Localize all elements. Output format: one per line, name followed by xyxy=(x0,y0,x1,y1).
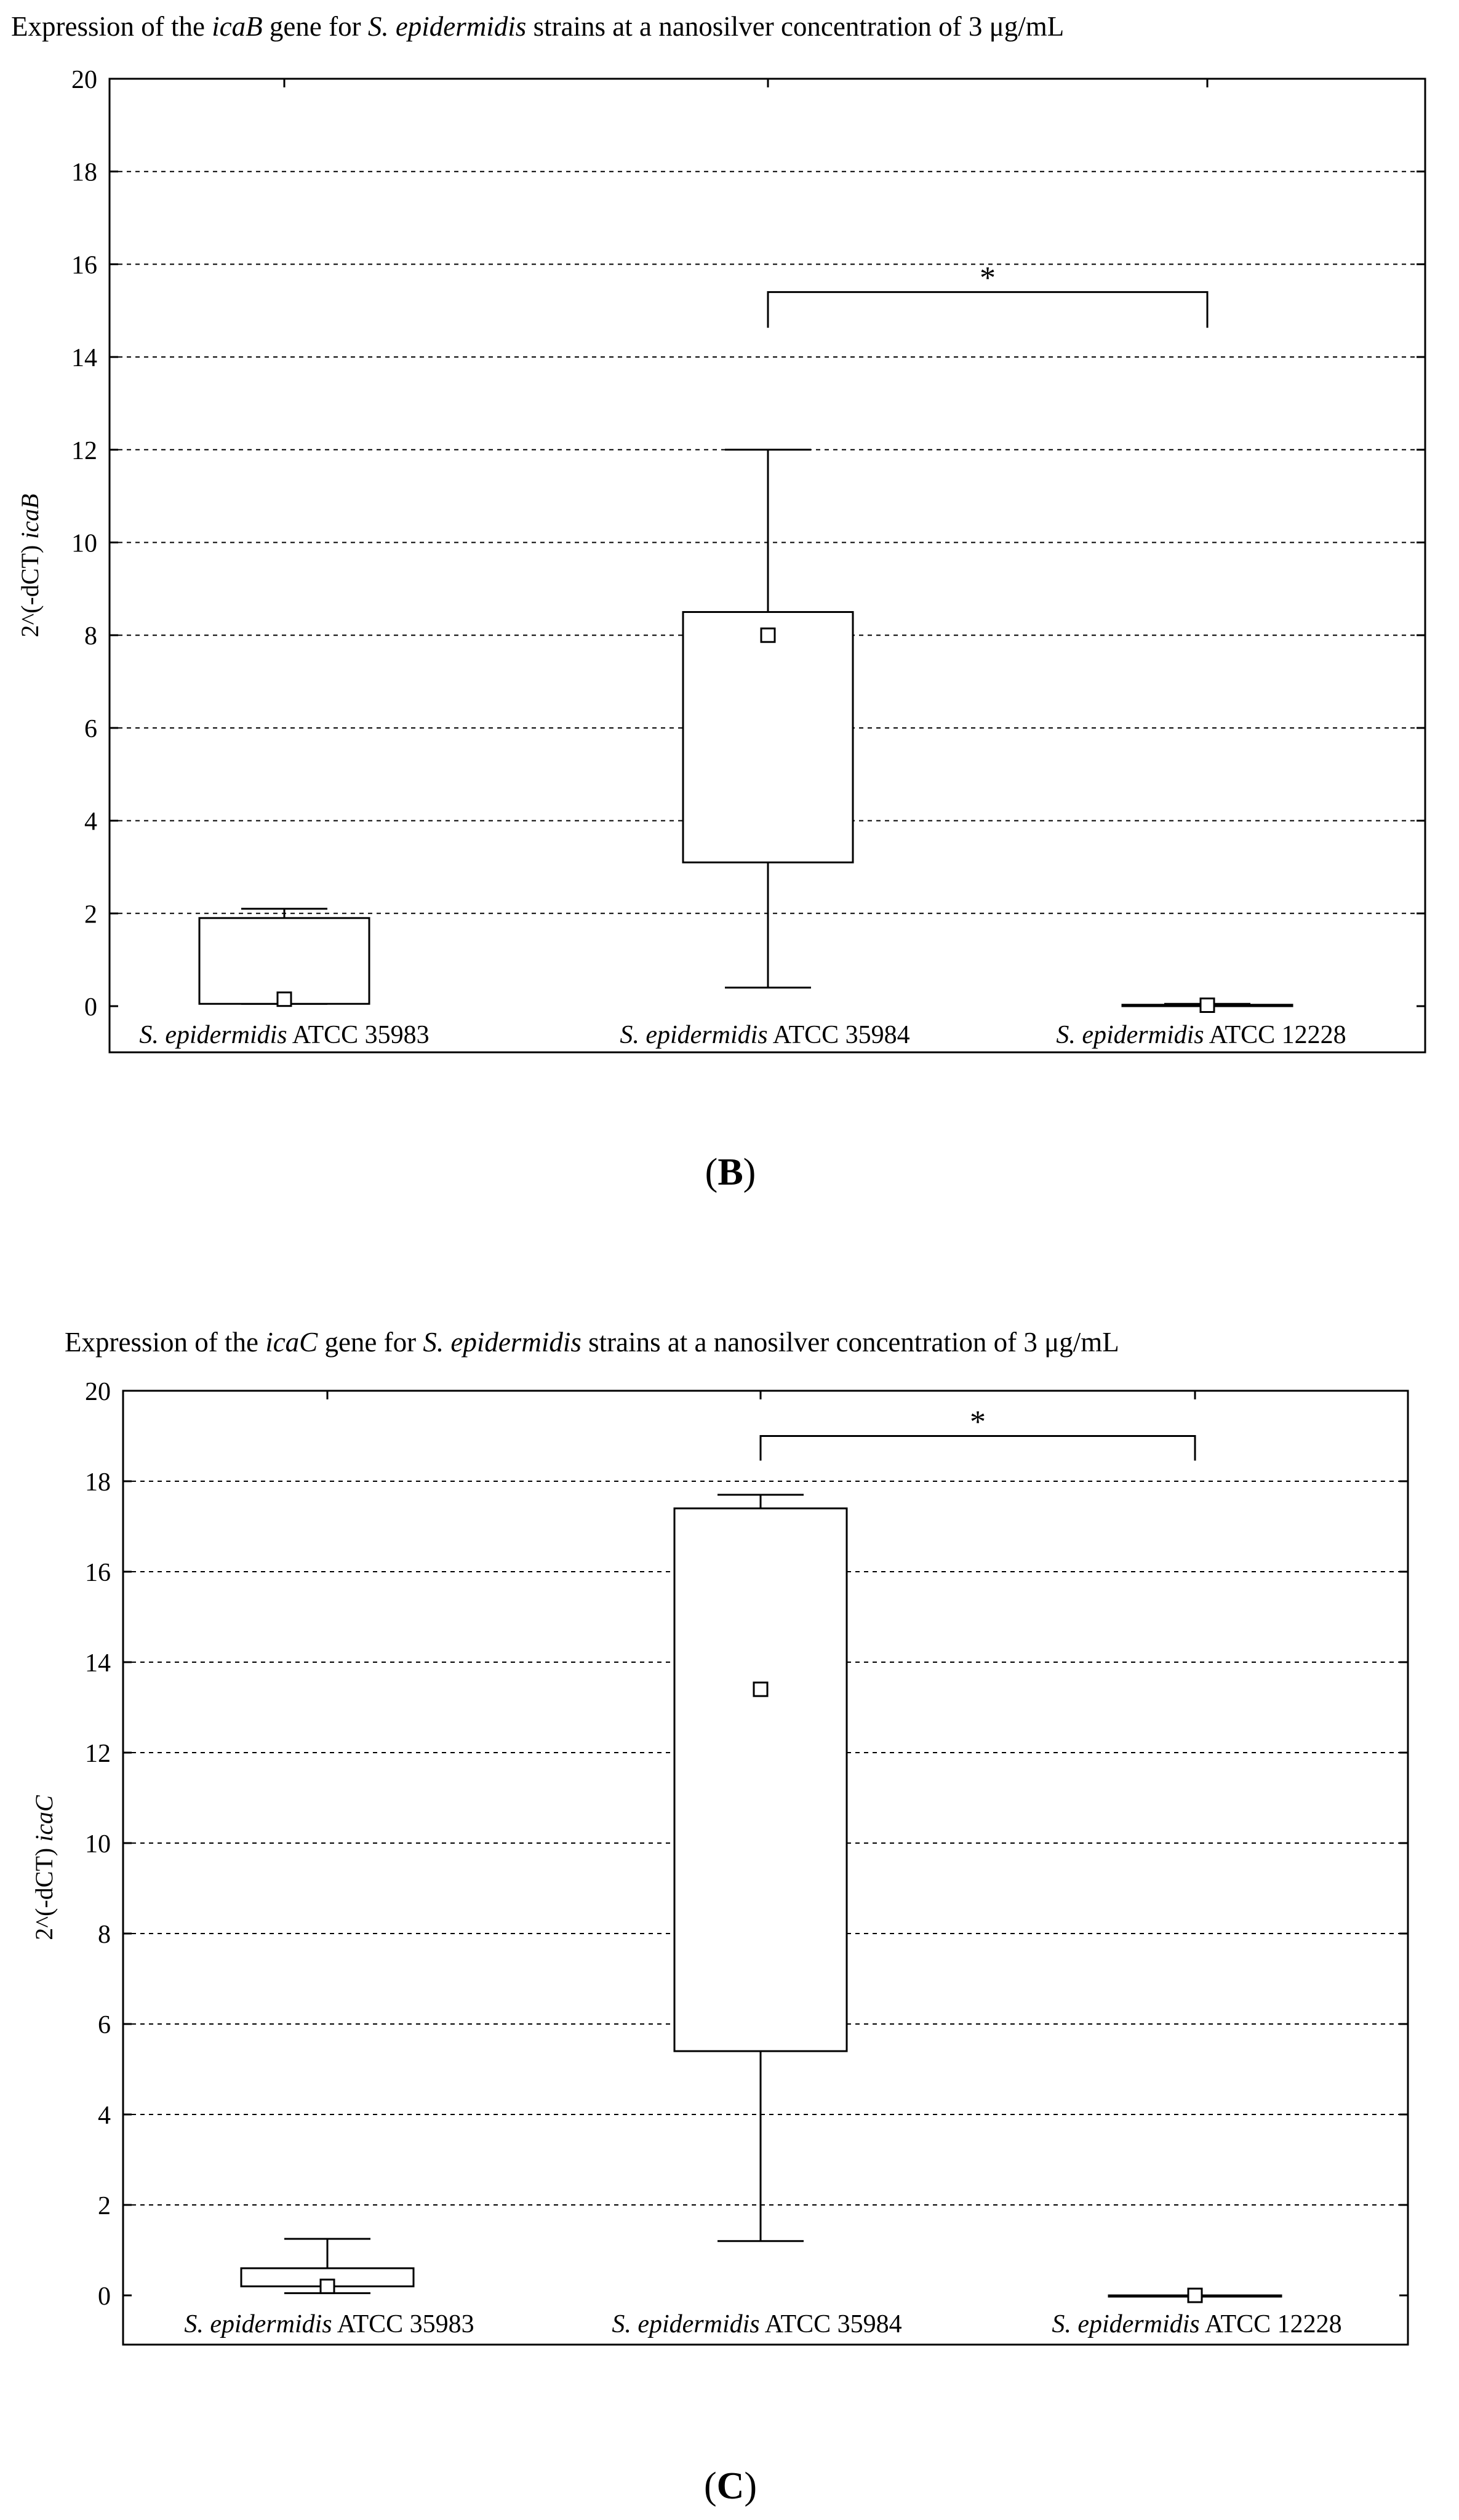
figure-c-ytick-label: 20 xyxy=(85,1378,111,1406)
figure-b-boxes xyxy=(199,450,1292,1012)
figure-c-ylabel: 2^(-dCT) icaC xyxy=(30,1795,58,1940)
figure-b-significance xyxy=(768,261,1207,328)
category-species: S. epidermidis xyxy=(1056,1021,1204,1049)
category-strain: ATCC 35984 xyxy=(759,2310,902,2338)
figure-c-ytick-label: 8 xyxy=(98,1921,111,1949)
figure-b-category-label xyxy=(139,1021,429,1049)
figure-c-category-label xyxy=(184,2310,474,2338)
median-marker xyxy=(321,2279,334,2293)
figure-c-boxes xyxy=(241,1495,1281,2302)
significance-asterisk: * xyxy=(980,260,996,296)
figure-b-y-axis xyxy=(71,66,1425,1022)
median-marker xyxy=(1201,998,1214,1012)
figure-c-significance xyxy=(761,1405,1195,1461)
median-marker xyxy=(754,1682,767,1696)
median-marker xyxy=(761,628,775,642)
figure-b-ytick-label: 20 xyxy=(71,66,97,94)
figure-b-ytick-label: 16 xyxy=(71,251,97,280)
figure-b-box-3 xyxy=(1122,998,1292,1012)
figure-c-ytick-label: 0 xyxy=(98,2282,111,2311)
category-strain: ATCC 12228 xyxy=(1199,2310,1342,2338)
figure-c-ytick-label: 4 xyxy=(98,2102,111,2130)
category-strain: ATCC 35983 xyxy=(332,2310,474,2338)
figure-b-ytick-label: 10 xyxy=(71,529,97,558)
figure-b-ytick-label: 14 xyxy=(71,344,97,373)
figure-b-ytick-label: 2 xyxy=(84,900,97,929)
figure-c-category-labels xyxy=(184,2310,1341,2338)
category-species: S. epidermidis xyxy=(1052,2310,1200,2338)
figure-b-category-labels xyxy=(139,1021,1346,1049)
figure-b-category-label xyxy=(620,1021,909,1049)
figure-b-ytick-label: 0 xyxy=(84,993,97,1022)
figure-c-ytick-label: 16 xyxy=(85,1559,111,1587)
median-marker xyxy=(278,993,291,1006)
significance-asterisk: * xyxy=(970,1404,986,1440)
box-iqr xyxy=(199,918,369,1004)
significance-bracket xyxy=(761,1436,1195,1461)
figure-b-ytick-label: 12 xyxy=(71,436,97,465)
figure-b-ytick-label: 18 xyxy=(71,158,97,187)
category-strain: ATCC 35984 xyxy=(767,1021,910,1049)
figure-b-ytick-label: 4 xyxy=(84,807,97,836)
figure-b-panel-label: (B) xyxy=(705,1151,756,1193)
figure-c-title: Expression of the icaC gene for S. epidermidis strains at a nanosilver concentration of 3 μg/mL xyxy=(65,1327,1119,1358)
figure-c xyxy=(30,1327,1408,2507)
figure-b-title: Expression of the icaB gene for S. epidermidis strains at a nanosilver concentration of 3 μg/mL xyxy=(11,11,1065,42)
category-strain: ATCC 12228 xyxy=(1204,1021,1346,1049)
category-species: S. epidermidis xyxy=(620,1021,768,1049)
figure-c-ytick-label: 10 xyxy=(85,1830,111,1858)
category-species: S. epidermidis xyxy=(184,2310,332,2338)
figure-b-ytick-label: 6 xyxy=(84,714,97,743)
figure-b-ytick-label: 8 xyxy=(84,622,97,651)
figure-c-box-2 xyxy=(674,1495,847,2241)
figure-c-category-label xyxy=(612,2310,901,2338)
figure-b-ylabel: 2^(-dCT) icaB xyxy=(16,494,44,638)
figure-c-ytick-label: 2 xyxy=(98,2192,111,2220)
figure-c-ytick-label: 14 xyxy=(85,1649,111,1678)
figure-c-ytick-label: 6 xyxy=(98,2011,111,2039)
box-iqr xyxy=(674,1508,847,2051)
figure-b-box-2 xyxy=(683,450,853,988)
category-strain: ATCC 35983 xyxy=(287,1021,430,1049)
category-species: S. epidermidis xyxy=(612,2310,760,2338)
figure-c-ytick-label: 18 xyxy=(85,1468,111,1497)
figure-c-box-3 xyxy=(1109,2289,1281,2302)
figure-b xyxy=(11,11,1425,1193)
box-iqr xyxy=(683,612,853,863)
figure-b-category-label xyxy=(1056,1021,1346,1049)
figure-c-ytick-label: 12 xyxy=(85,1740,111,1768)
median-marker xyxy=(1188,2289,1202,2302)
category-species: S. epidermidis xyxy=(139,1021,287,1049)
figure-c-box-1 xyxy=(241,2239,414,2293)
figure-c-panel-label: (C) xyxy=(703,2465,757,2507)
figure-c-category-label xyxy=(1052,2310,1341,2338)
figure-b-box-1 xyxy=(199,909,369,1006)
significance-bracket xyxy=(768,292,1207,328)
